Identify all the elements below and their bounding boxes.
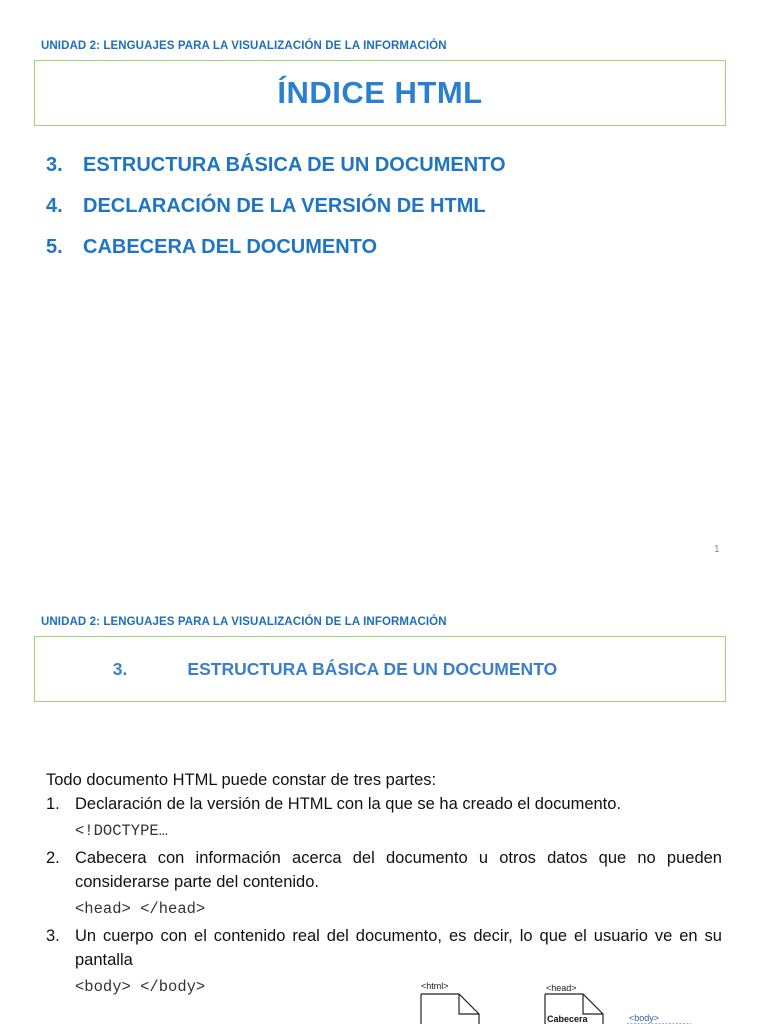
code-snippet: <!DOCTYPE…: [75, 822, 169, 840]
list-number: 2.: [46, 849, 60, 867]
figure-html-tag: <html>: [421, 981, 449, 991]
index-item: [46, 227, 506, 268]
code-snippet: <head> </head>: [75, 900, 206, 918]
list-number: 3.: [46, 927, 60, 945]
list-text: Declaración de la versión de HTML con la que se ha creado el documento.: [75, 795, 622, 813]
index-list: [46, 145, 506, 268]
list-item: [46, 924, 722, 972]
page-number: 1: [714, 544, 720, 555]
unit-title: UNIDAD 2: LENGUAJES PARA LA VISUALIZACIÓN DE LA INFORMACIÓN: [41, 40, 447, 52]
section-number: 3.: [112, 658, 128, 679]
list-item: [46, 846, 722, 894]
figure-head-label: Cabecera: [547, 1014, 588, 1024]
html-document-icon: [421, 994, 479, 1024]
title-box: [34, 60, 726, 126]
section-title-box: [34, 636, 726, 702]
code-snippet: <body> </body>: [75, 978, 206, 996]
unit-title: UNIDAD 2: LENGUAJES PARA LA VISUALIZACIÓN DE LA INFORMACIÓN: [41, 616, 447, 628]
figure-head-tag: <head>: [546, 983, 577, 993]
index-label: DECLARACIÓN DE LA VERSIÓN DE HTML: [83, 195, 486, 217]
section-body: [46, 768, 722, 1002]
list-number: 1.: [46, 795, 60, 813]
index-number: 5.: [46, 236, 63, 258]
index-label: CABECERA DEL DOCUMENTO: [83, 236, 378, 258]
index-item: [46, 145, 506, 186]
document-structure-figure: [415, 978, 715, 1024]
index-number: 3.: [46, 154, 63, 176]
list-text: Cabecera con información acerca del documento u otros datos que no pueden considerarse parte del contenido.: [75, 849, 722, 891]
page-title: ÍNDICE HTML: [277, 75, 483, 110]
intro-text: Todo documento HTML puede constar de tres partes:: [46, 771, 437, 789]
list-text: Un cuerpo con el contenido real del documento, es decir, lo que el usuario ve en su pantalla: [75, 927, 722, 969]
list-item: [46, 792, 722, 816]
section-title: ESTRUCTURA BÁSICA DE UN DOCUMENTO: [187, 658, 558, 679]
index-label: ESTRUCTURA BÁSICA DE UN DOCUMENTO: [83, 154, 506, 176]
index-number: 4.: [46, 195, 63, 217]
index-item: [46, 186, 506, 227]
figure-body-tag: <body>: [629, 1013, 660, 1023]
